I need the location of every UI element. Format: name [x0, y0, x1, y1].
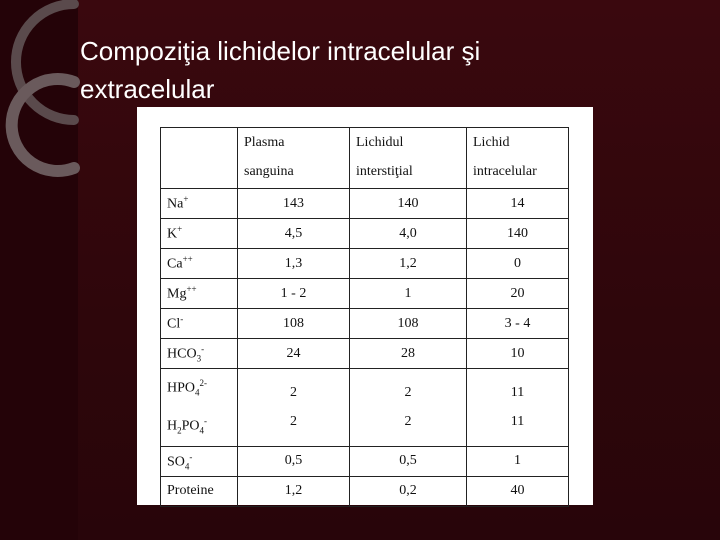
- ion-label: K+: [161, 219, 238, 249]
- ion-label: $SO_4^-$: [161, 446, 238, 476]
- value-plasma: 108: [238, 309, 350, 339]
- table-header-row: [161, 128, 569, 189]
- header-empty: [161, 128, 238, 189]
- ion-label: Ca++: [161, 249, 238, 279]
- table-row: [161, 476, 569, 506]
- value-plasma: 1 - 2: [238, 279, 350, 309]
- header-interstitial-line2: interstiţial: [356, 164, 413, 179]
- table-row: [161, 309, 569, 339]
- value-interstitial: 4,0: [350, 219, 467, 249]
- value-interstitial: 0,5: [350, 446, 467, 476]
- header-intracellular-line2: intracelular: [473, 164, 537, 179]
- slide-title-line-1: Compoziţia lichidelor intracelular şi: [80, 36, 481, 66]
- table-row: [161, 249, 569, 279]
- value-intracellular: 1: [467, 446, 569, 476]
- value-intracellular: 14: [467, 189, 569, 219]
- header-plasma: [238, 128, 350, 189]
- value-interstitial: 1: [350, 279, 467, 309]
- value-plasma: 1,2: [238, 476, 350, 506]
- value-plasma: 0,5: [238, 446, 350, 476]
- header-intracellular: [467, 128, 569, 189]
- header-plasma-line1: Plasma: [244, 135, 285, 150]
- header-plasma-line2: sanguina: [244, 164, 294, 179]
- header-intracellular-line1: Lichid: [473, 135, 510, 150]
- ion-label: Na+: [161, 189, 238, 219]
- value-interstitial: 140: [350, 189, 467, 219]
- value-intracellular: 0: [467, 249, 569, 279]
- table-row: [161, 446, 569, 476]
- value-intracellular: 20: [467, 279, 569, 309]
- table-row: [161, 339, 569, 369]
- value-plasma: 24: [238, 339, 350, 369]
- slide-title: [80, 32, 700, 108]
- ion-label: $HCO_3^-$: [161, 339, 238, 369]
- value-intracellular: 3 - 4: [467, 309, 569, 339]
- table-row: [161, 189, 569, 219]
- ion-label: Mg++: [161, 279, 238, 309]
- composition-table: [160, 127, 569, 507]
- value-interstitial: 2 2: [350, 369, 467, 447]
- table-image: [137, 107, 593, 505]
- header-interstitial-line1: Lichidul: [356, 135, 404, 150]
- value-plasma: 1,3: [238, 249, 350, 279]
- table-row: [161, 369, 569, 447]
- ion-label: $HPO_4^{2-}$ $H_2PO_4^-$: [161, 369, 238, 447]
- value-intracellular: 10: [467, 339, 569, 369]
- ion-label: Proteine: [161, 476, 238, 506]
- ring-upper: [16, 4, 74, 120]
- table-row: [161, 279, 569, 309]
- header-interstitial: [350, 128, 467, 189]
- value-interstitial: 1,2: [350, 249, 467, 279]
- value-plasma: 4,5: [238, 219, 350, 249]
- slide-title-line-2: extracelular: [80, 74, 215, 104]
- ring-lower: [12, 79, 74, 171]
- value-intracellular: 11 11: [467, 369, 569, 447]
- value-plasma: 143: [238, 189, 350, 219]
- ion-label: Cl-: [161, 309, 238, 339]
- value-interstitial: 0,2: [350, 476, 467, 506]
- table-row: [161, 219, 569, 249]
- value-interstitial: 28: [350, 339, 467, 369]
- value-interstitial: 108: [350, 309, 467, 339]
- value-intracellular: 140: [467, 219, 569, 249]
- value-intracellular: 40: [467, 476, 569, 506]
- value-plasma: 2 2: [238, 369, 350, 447]
